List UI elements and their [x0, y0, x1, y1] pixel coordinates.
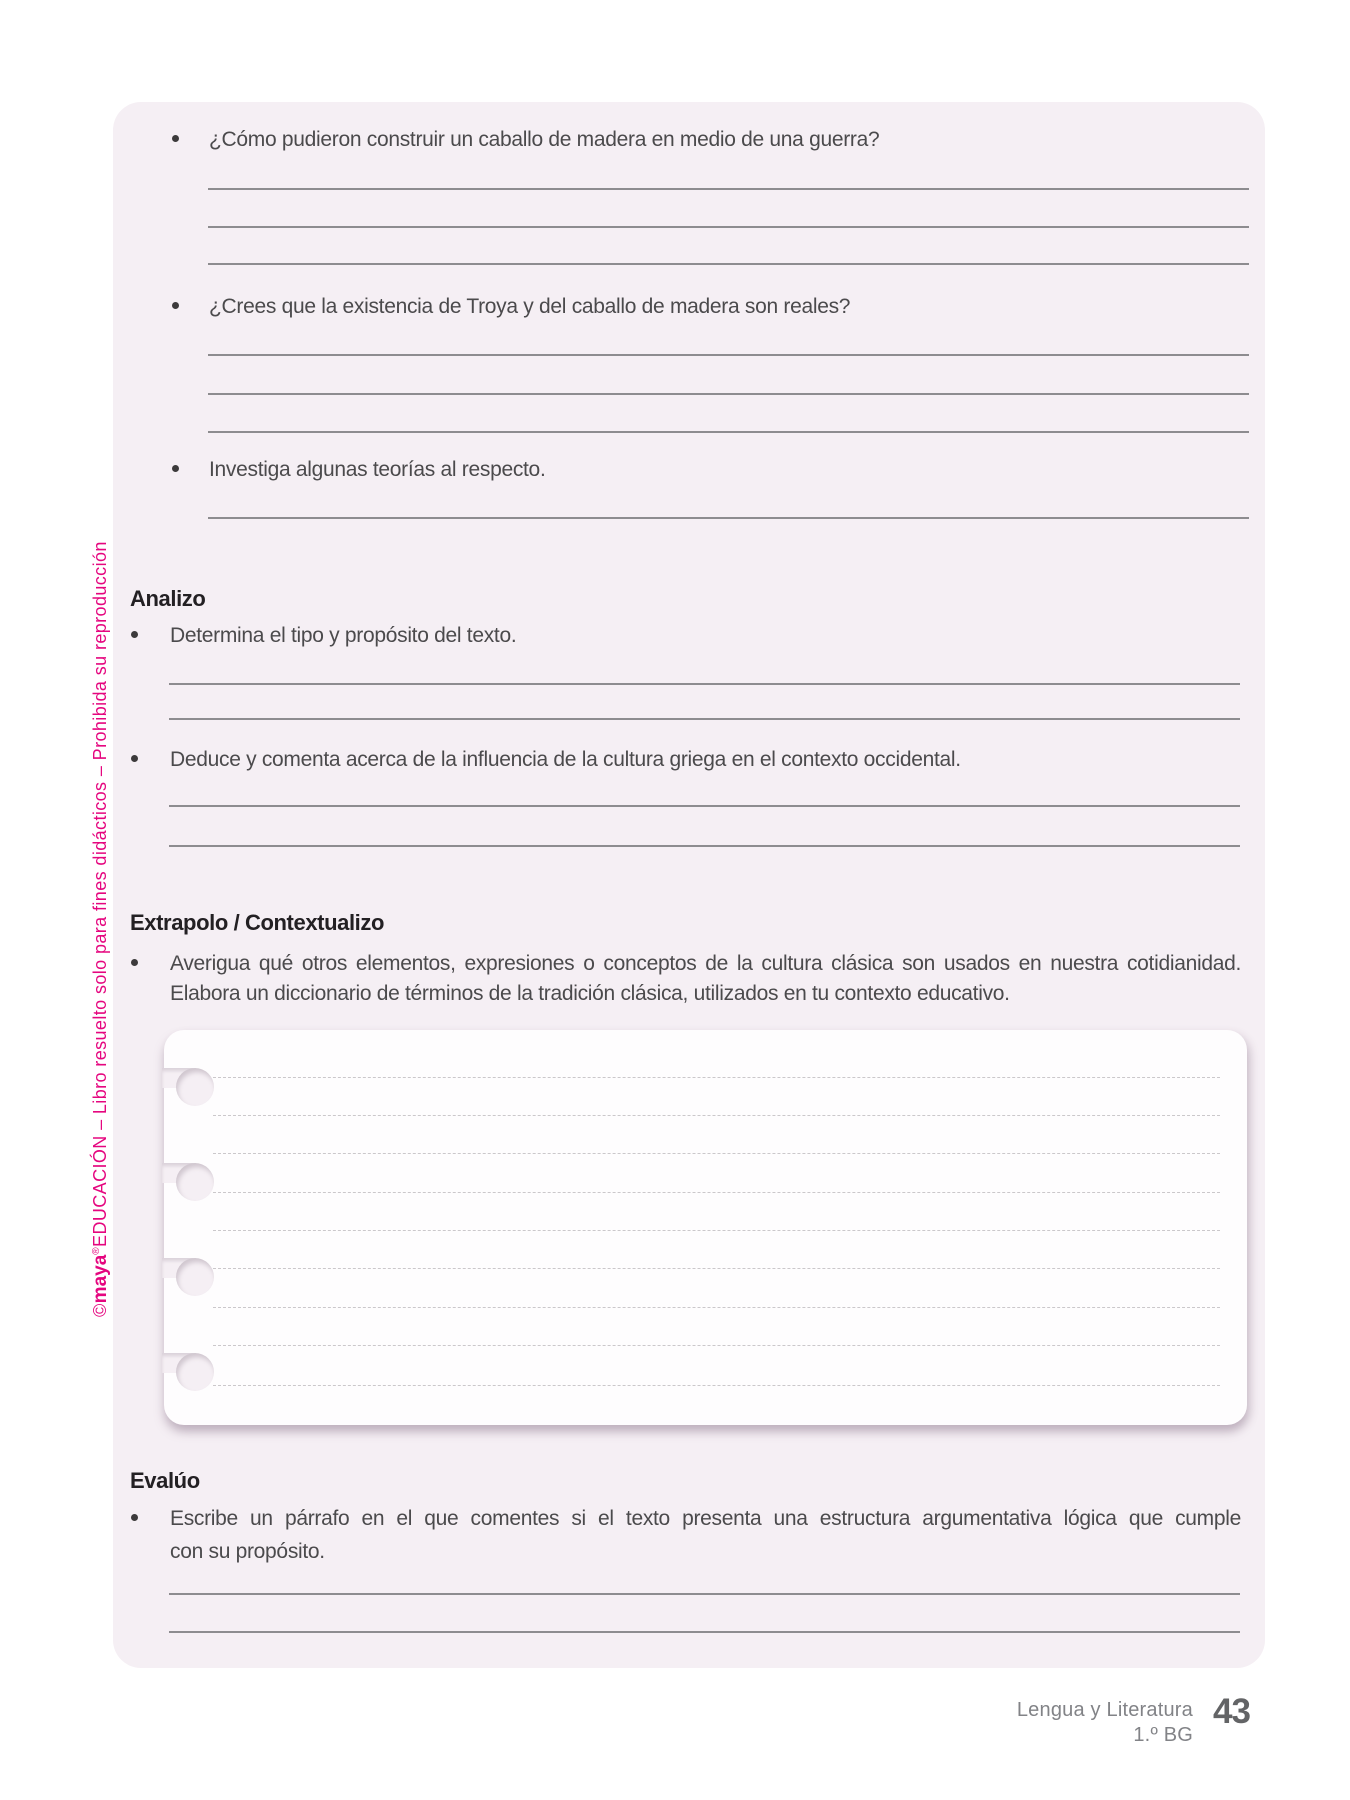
- section-heading-extrapolo: Extrapolo / Contextualizo: [130, 910, 385, 935]
- answer-line: [208, 354, 1249, 356]
- notebook-ruled-line: [213, 1230, 1220, 1231]
- bullet-icon: [131, 755, 138, 762]
- footer-course-info: [1017, 1698, 1193, 1748]
- bullet-icon: [131, 631, 138, 638]
- registered-icon: ®: [91, 1246, 102, 1255]
- binder-hole-icon: [164, 1068, 220, 1108]
- copyright-watermark: [90, 477, 112, 1317]
- worksheet-panel: [113, 102, 1265, 1668]
- binder-hole-icon: [164, 1353, 220, 1393]
- bullet-icon: [172, 135, 179, 142]
- notebook-ruled-line: [213, 1077, 1220, 1078]
- task-text-line1: Averigua qué otros elementos, expresiones o conceptos de la cultura clásica son usados en nuestra cotidianidad.: [170, 952, 1241, 975]
- notebook-ruled-line: [213, 1192, 1220, 1193]
- answer-line: [169, 1593, 1240, 1595]
- footer-grade: 1.º BG: [1133, 1724, 1193, 1746]
- bullet-icon: [131, 959, 138, 966]
- binder-hole-icon: [164, 1163, 220, 1203]
- notebook-ruled-line: [213, 1307, 1220, 1308]
- footer-subject: Lengua y Literatura: [1016, 1699, 1193, 1721]
- question-text: Investiga algunas teorías al respecto.: [209, 458, 546, 481]
- notebook-ruled-line: [213, 1345, 1220, 1346]
- bullet-icon: [131, 1514, 138, 1521]
- question-text: ¿Crees que la existencia de Troya y del caballo de madera son reales?: [209, 295, 851, 318]
- bullet-icon: [172, 302, 179, 309]
- section-heading-analizo: Analizo: [130, 586, 206, 611]
- answer-line: [208, 263, 1249, 265]
- answer-line: [208, 517, 1249, 519]
- answer-line: [169, 805, 1240, 807]
- notebook-ruled-line: [213, 1268, 1220, 1269]
- bullet-icon: [172, 465, 179, 472]
- task-text-line2: Elabora un diccionario de términos de la tradición clásica, utilizados en tu contexto educativo.: [170, 982, 1010, 1005]
- notebook-paper: [164, 1030, 1247, 1425]
- notebook-ruled-line: [213, 1153, 1220, 1154]
- answer-line: [169, 1631, 1240, 1633]
- copyright-symbol: ©: [90, 1303, 110, 1317]
- answer-line: [208, 188, 1249, 190]
- task-text: Determina el tipo y propósito del texto.: [170, 624, 517, 647]
- binder-hole-icon: [164, 1258, 220, 1298]
- notebook-ruled-line: [213, 1115, 1220, 1116]
- question-text: ¿Cómo pudieron construir un caballo de madera en medio de una guerra?: [209, 128, 880, 151]
- answer-line: [208, 226, 1249, 228]
- notebook-ruled-line: [213, 1385, 1220, 1386]
- answer-line: [208, 393, 1249, 395]
- brand-logo-text: maya: [90, 1254, 111, 1304]
- answer-line: [169, 683, 1240, 685]
- answer-line: [169, 845, 1240, 847]
- task-text-line2: con su propósito.: [170, 1540, 325, 1563]
- task-text-line1: Escribe un párrafo en el que comentes si el texto presenta una estructura argumentativa lógica que cumple: [170, 1507, 1241, 1530]
- section-heading-evaluo: Evalúo: [130, 1468, 200, 1493]
- watermark-notice: EDUCACIÓN – Libro resuelto solo para fines didácticos – Prohibida su reproducción: [90, 541, 110, 1247]
- page-number: 43: [1213, 1692, 1250, 1731]
- answer-line: [208, 431, 1249, 433]
- task-text: Deduce y comenta acerca de la influencia de la cultura griega en el contexto occidental.: [170, 748, 961, 771]
- answer-line: [169, 718, 1240, 720]
